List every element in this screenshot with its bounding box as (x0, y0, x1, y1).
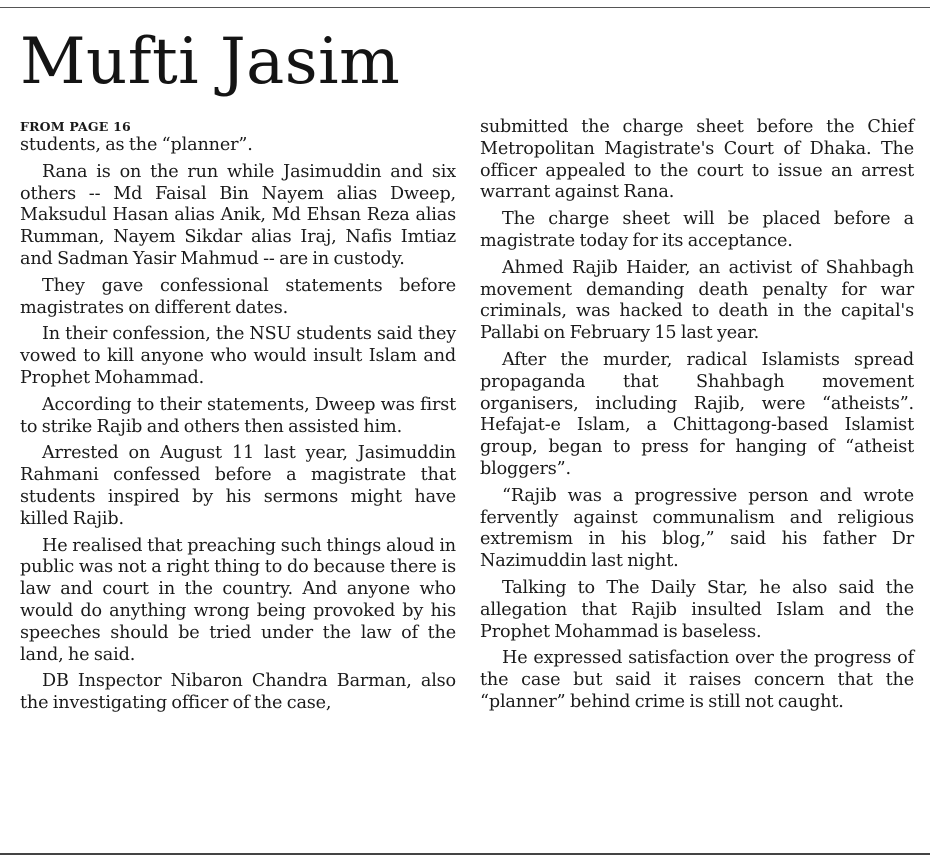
paragraph: Rana is on the run while Jasimuddin and six others -- Md Faisal Bin Nayem alias Dweep, Maksudul Hasan alias Anik, Md Ehsan Reza alias Rumman, Nayem Sikdar alias Iraj, Nafis Imtiaz and Sadman Yasir Mahmud -- are in custody. (20, 161, 456, 269)
paragraph: In their confession, the NSU students said they vowed to kill anyone who would insult Islam and Prophet Mohammad. (20, 324, 456, 388)
top-rule (0, 7, 930, 8)
paragraph: DB Inspector Nibaron Chandra Barman, also the investigating officer of the case, (20, 671, 456, 714)
jump-line: FROM PAGE 16 (20, 119, 131, 134)
paragraph: students, as the “planner”. (20, 135, 253, 155)
headline: Mufti Jasim (20, 25, 401, 99)
paragraph: According to their statements, Dweep was first to strike Rajib and others then assisted him. (20, 394, 456, 437)
paragraph: “Rajib was a progressive person and wrote fervently against communalism and religious extremism in his blog,” said his father Dr Nazimuddin last night. (480, 485, 914, 572)
paragraph: They gave confessional statements before magistrates on different dates. (20, 275, 456, 318)
paragraph: After the murder, radical Islamists spread propaganda that Shahbagh movement organisers, including Rajib, were “atheists”. Hefajat-e Islam, a Chittagong-based Islamist group, began to press for hanging of “atheist bloggers”. (480, 349, 914, 479)
paragraph: Arrested on August 11 last year, Jasimuddin Rahmani confessed before a magistrate that students inspired by his sermons might have killed Rajib. (20, 443, 456, 529)
paragraph: submitted the charge sheet before the Chief Metropolitan Magistrate's Court of Dhaka. The officer appealed to the court to issue an arrest warrant against Rana. (480, 117, 914, 203)
left-column (20, 117, 456, 715)
paragraph: Talking to The Daily Star, he also said the allegation that Rajib insulted Islam and the Prophet Mohammad is baseless. (480, 577, 914, 642)
right-column (480, 117, 914, 714)
bottom-rule (0, 853, 930, 855)
paragraph: Ahmed Rajib Haider, an activist of Shahbagh movement demanding death penalty for war criminals, was hacked to death in the capital's Pallabi on February 15 last year. (480, 257, 914, 344)
paragraph: The charge sheet will be placed before a magistrate today for its acceptance. (480, 209, 914, 251)
paragraph: He realised that preaching such things aloud in public was not a right thing to do because there is law and court in the country. And anyone who would do anything wrong being provoked by his speeches should be tried under the law of the land, he said. (20, 535, 456, 665)
paragraph: He expressed satisfaction over the progress of the case but said it raises concern that the “planner” behind crime is still not caught. (480, 648, 914, 712)
